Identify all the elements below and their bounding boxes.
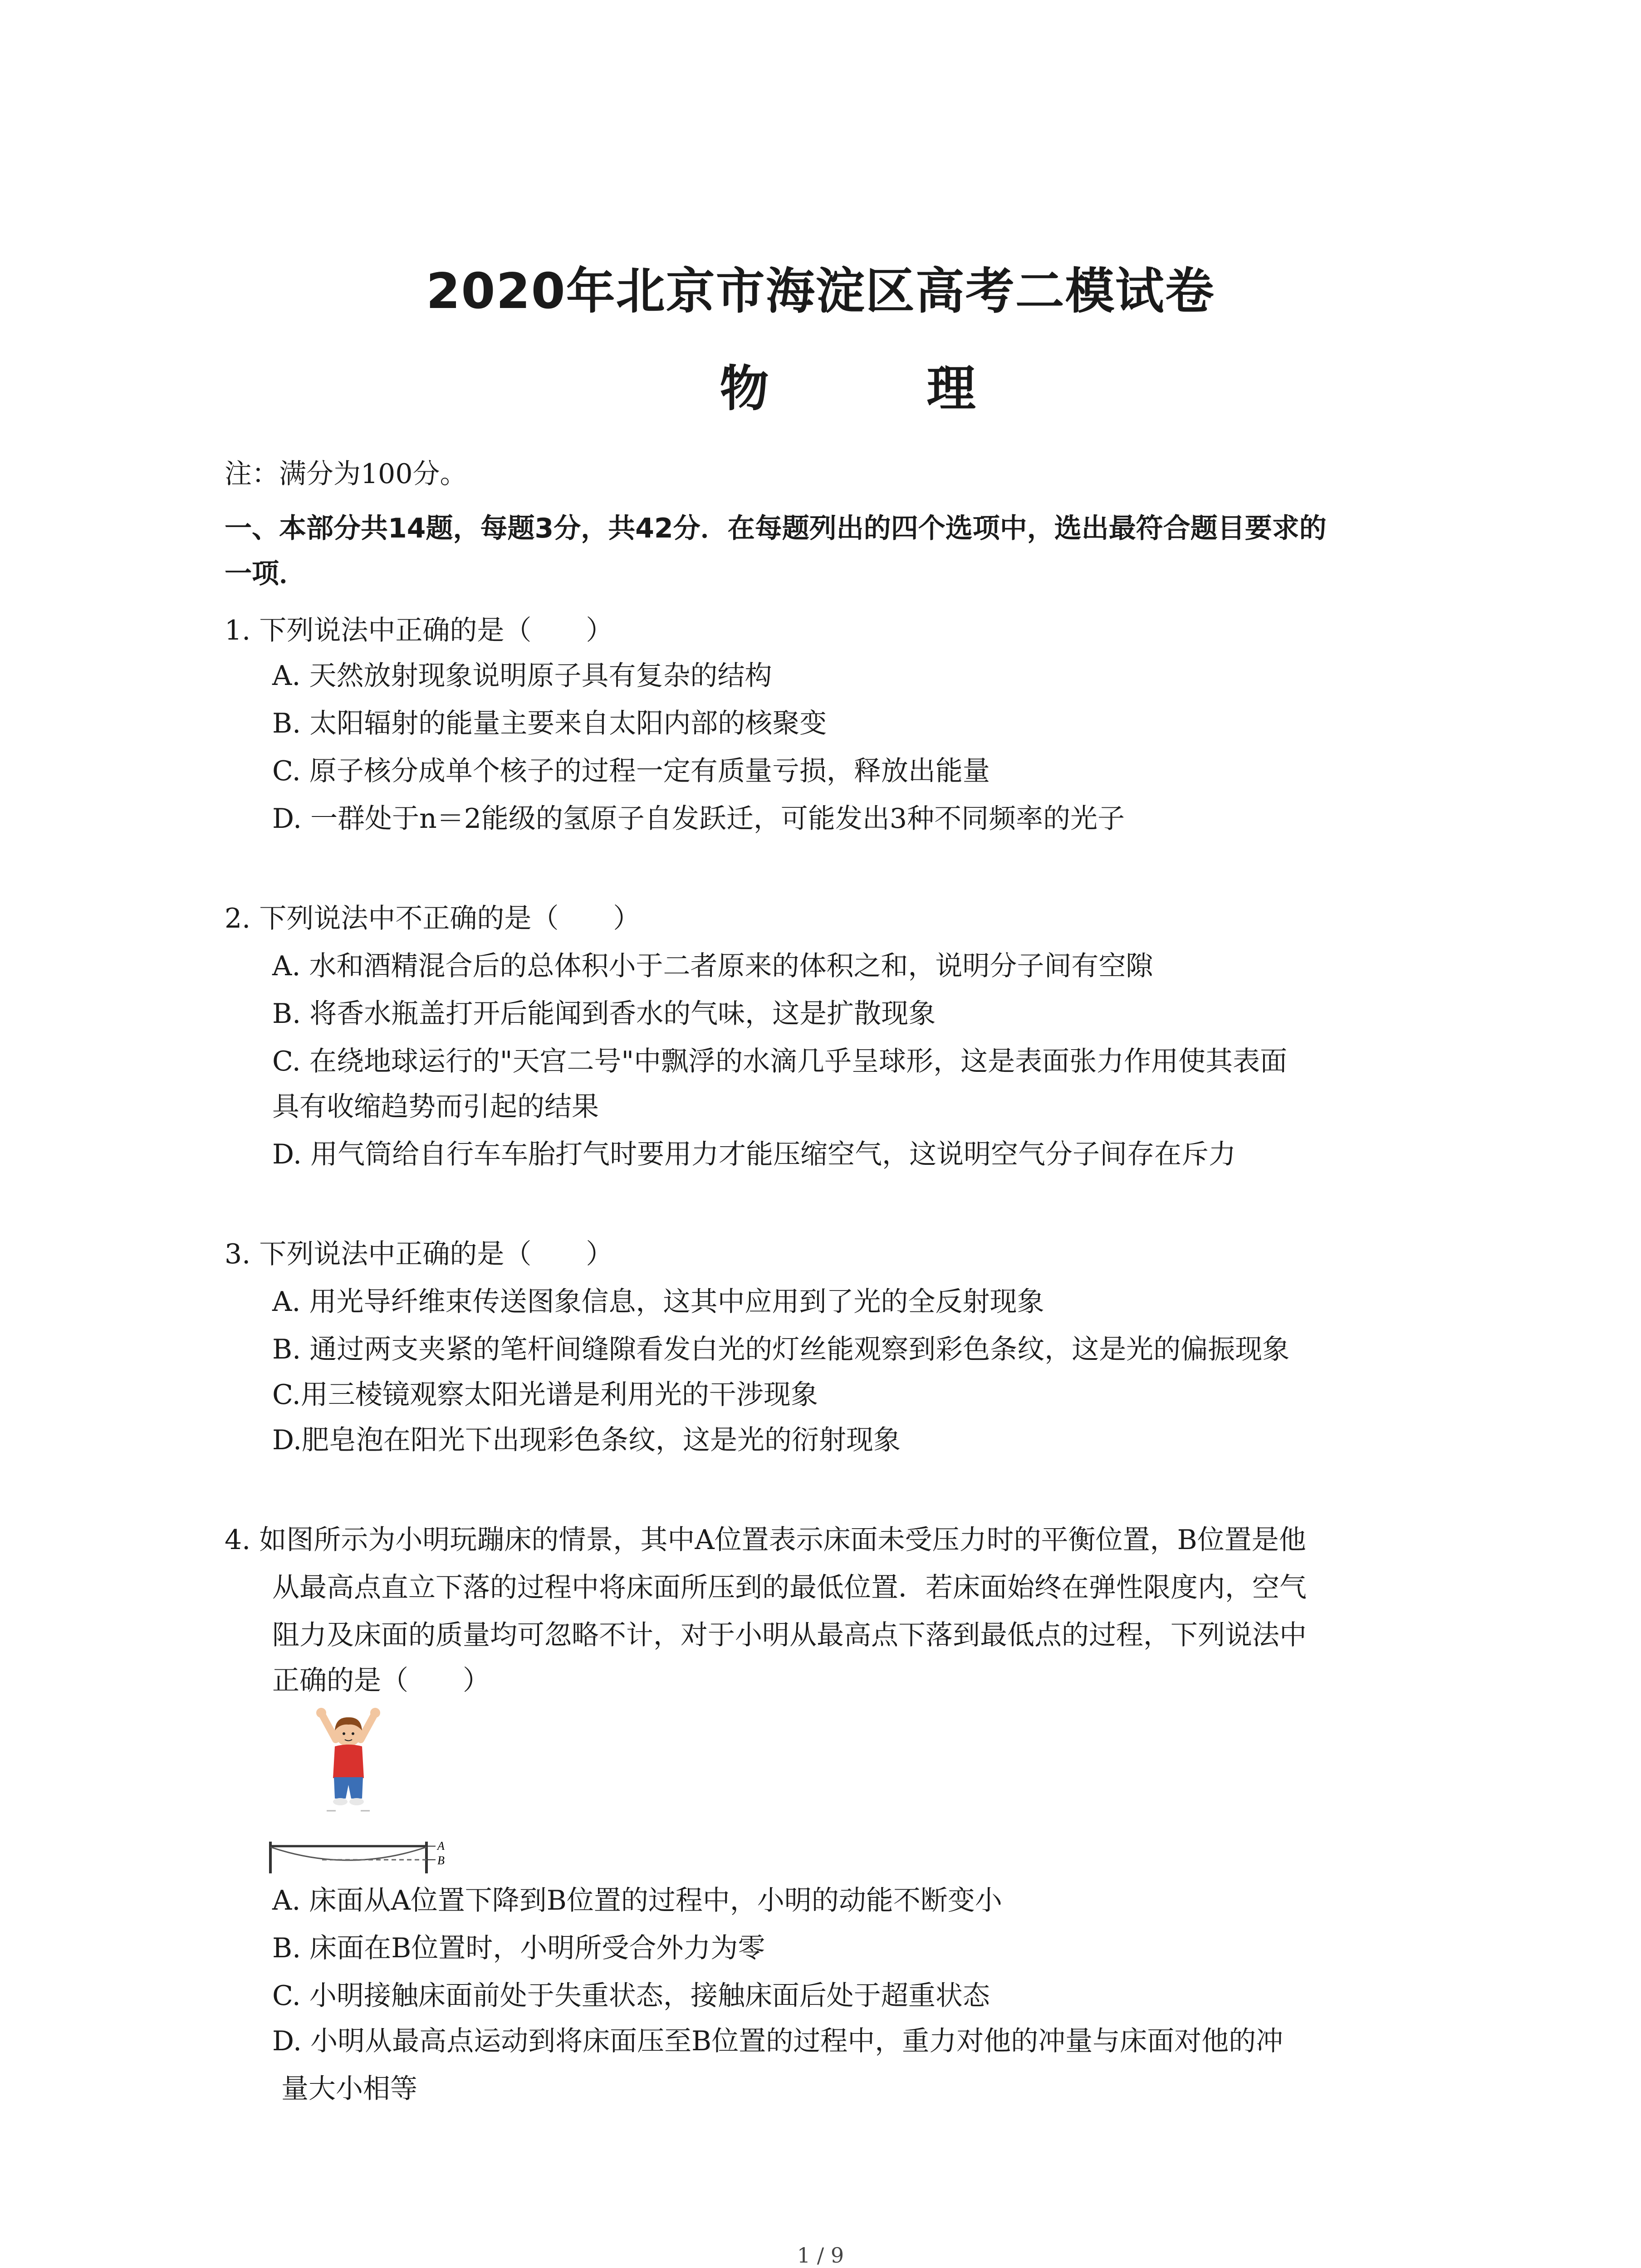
question-4-stem-line1: 4. 如图所示为小明玩蹦床的情景，其中A位置表示床面未受压力时的平衡位置，B位置是他 [225,1524,1306,1556]
section-heading-line1: 一、本部分共14题，每题3分，共42分．在每题列出的四个选项中，选出最符合题目要求的 [225,513,1327,544]
trampoline-figure [268,1706,458,1878]
question-4-stem-line4: 正确的是（ ） [272,1665,490,1696]
question-3-option-d: D.肥皂泡在阳光下出现彩色条纹，这是光的衍射现象 [272,1424,901,1456]
question-2-option-a: A. 水和酒精混合后的总体积小于二者原来的体积之和，说明分子间有空隙 [272,950,1153,982]
question-4-option-c: C. 小明接触床面前处于失重状态，接触床面后处于超重状态 [272,1980,990,2012]
boy-illustration [316,1708,380,1811]
question-2-option-d: D. 用气筒给自行车车胎打气时要用力才能压缩空气，这说明空气分子间存在斥力 [272,1139,1236,1170]
question-3-option-c: C.用三棱镜观察太阳光谱是利用光的干涉现象 [272,1379,818,1411]
question-3-option-b: B. 通过两支夹紧的笔杆间缝隙看发白光的灯丝能观察到彩色条纹，这是光的偏振现象 [272,1334,1290,1365]
section-heading-line2: 一项． [225,558,306,590]
question-1-option-c: C. 原子核分成单个核子的过程一定有质量亏损，释放出能量 [272,755,990,787]
label-position-b: B [437,1854,445,1867]
label-position-a: A [437,1839,445,1853]
score-note: 注：满分为100分。 [225,458,467,490]
question-1-option-b: B. 太阳辐射的能量主要来自太阳内部的核聚变 [272,708,827,739]
exam-title: 2020年北京市海淀区高考二模试卷 [426,263,1215,320]
question-3-option-a: A. 用光导纤维束传送图象信息，这其中应用到了光的全反射现象 [272,1286,1044,1318]
question-3-stem: 3. 下列说法中正确的是（ ） [225,1238,613,1270]
question-2-stem: 2. 下列说法中不正确的是（ ） [225,903,641,934]
question-1-option-d: D. 一群处于n＝2能级的氢原子自发跃迁，可能发出3种不同频率的光子 [272,803,1125,835]
question-4-stem-line3: 阻力及床面的质量均可忽略不计，对于小明从最高点下落到最低点的过程，下列说法中 [272,1619,1307,1651]
question-1-stem: 1. 下列说法中正确的是（ ） [225,615,613,646]
question-4-option-b: B. 床面在B位置时，小明所受合外力为零 [272,1932,765,1964]
question-2-option-c: C. 在绕地球运行的"天宫二号"中飘浮的水滴几乎呈球形，这是表面张力作用使其表面 [272,1046,1288,1077]
trampoline-bed [270,1842,436,1873]
question-4-option-d: D. 小明从最高点运动到将床面压至B位置的过程中，重力对他的冲量与床面对他的冲 [272,2025,1283,2057]
question-1-option-a: A. 天然放射现象说明原子具有复杂的结构 [272,660,772,692]
question-4-option-a: A. 床面从A位置下降到B位置的过程中，小明的动能不断变小 [272,1885,1002,1916]
subject-title: 物 理 [720,361,1030,417]
question-2-option-b: B. 将香水瓶盖打开后能闻到香水的气味，这是扩散现象 [272,998,936,1030]
question-4-option-d-continued: 量大小相等 [281,2073,417,2105]
question-2-option-c-continued: 具有收缩趋势而引起的结果 [272,1091,599,1123]
question-4-stem-line2: 从最高点直立下落的过程中将床面所压到的最低位置．若床面始终在弹性限度内，空气 [272,1572,1307,1603]
page-number: 1 / 9 [797,2243,844,2268]
